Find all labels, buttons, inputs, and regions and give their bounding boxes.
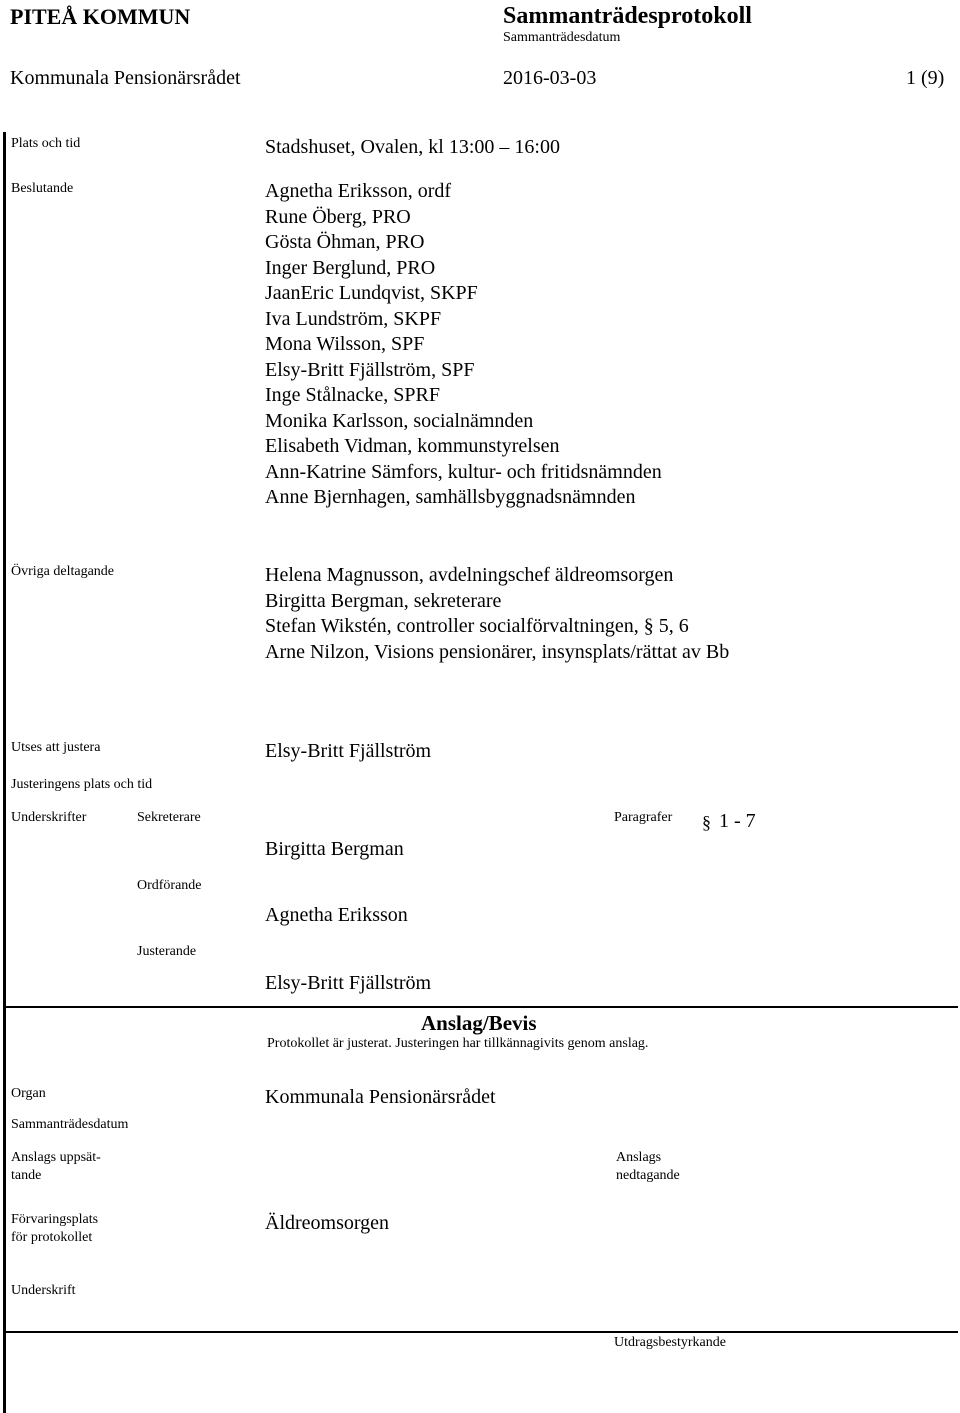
beslutande-member: Elisabeth Vidman, kommunstyrelsen (265, 435, 560, 457)
beslutande-member: JaanEric Lundqvist, SKPF (265, 282, 478, 304)
beslutande-member: Gösta Öhman, PRO (265, 231, 425, 253)
plats-label: Plats och tid (11, 136, 81, 151)
ovriga-member: Stefan Wikstén, controller socialförvaltningen, § 5, 6 (265, 615, 689, 637)
section-divider (3, 1006, 958, 1008)
ovriga-member: Arne Nilzon, Visions pensionärer, insynsplats/rättat av Bb (265, 640, 730, 663)
forvaringsplats-value: Äldreomsorgen (265, 1212, 390, 1234)
ovriga-list (265, 563, 729, 665)
anslag-text: Protokollet är justerat. Justeringen har tillkännagivits genom anslag. (267, 1036, 649, 1051)
beslutande-label: Beslutande (11, 181, 74, 196)
org-name: PITEÅ KOMMUN (10, 4, 191, 29)
beslutande-member: Ann-Katrine Sämfors, kultur- och fritidsnämnden (265, 460, 662, 483)
header-date: 2016-03-03 (503, 67, 597, 89)
beslutande-member: Monika Karlsson, socialnämnden (265, 409, 534, 432)
header-body: Kommunala Pensionärsrådet (10, 67, 241, 89)
header-date-label: Sammanträdesdatum (503, 30, 621, 45)
ovriga-label: Övriga deltagande (11, 564, 115, 579)
beslutande-member: Anne Bjernhagen, samhällsbyggnadsnämnden (265, 486, 636, 508)
ordforande-label: Ordförande (137, 878, 202, 893)
justerande-name: Elsy-Britt Fjällström (265, 972, 432, 994)
utdragsbestyrkande-label: Utdragsbestyrkande (614, 1335, 726, 1350)
anslag-uppsattande-label: Anslags uppsät- tande (11, 1150, 101, 1183)
organ-value: Kommunala Pensionärsrådet (265, 1086, 496, 1108)
beslutande-list (265, 179, 662, 511)
beslutande-member: Inger Berglund, PRO (265, 256, 436, 279)
forvaringsplats-label: Förvaringsplats för protokollet (11, 1212, 99, 1245)
beslutande-member: Inge Stålnacke, SPRF (265, 384, 440, 406)
beslutande-member: Mona Wilsson, SPF (265, 333, 425, 355)
anslag-title: Anslag/Bevis (421, 1011, 537, 1035)
beslutande-member: Rune Öberg, PRO (265, 205, 411, 228)
sekreterare-label: Sekreterare (137, 810, 201, 825)
justerande-label: Justerande (137, 944, 197, 959)
beslutande-member: Elsy-Britt Fjällström, SPF (265, 358, 475, 381)
anslag-datum-label: Sammanträdesdatum (11, 1117, 129, 1132)
page-number: 1 (9) (906, 67, 945, 89)
justering-plats-label: Justeringens plats och tid (11, 777, 153, 792)
ordforande-name: Agnetha Eriksson (265, 904, 408, 926)
beslutande-member: Agnetha Eriksson, ordf (265, 180, 452, 202)
justera-label: Utses att justera (11, 740, 101, 755)
paragraf-symbol: § (702, 812, 711, 832)
underskrift-label: Underskrift (11, 1283, 76, 1298)
bottom-divider (3, 1331, 958, 1333)
ovriga-member: Birgitta Bergman, sekreterare (265, 589, 502, 612)
plats-value: Stadshuset, Ovalen, kl 13:00 – 16:00 (265, 136, 560, 158)
underskrifter-label: Underskrifter (11, 810, 87, 825)
sekreterare-name: Birgitta Bergman (265, 838, 404, 860)
anslag-nedtagande-label: Anslags nedtagande (616, 1150, 680, 1183)
paragrafer-value: 1 - 7 (719, 810, 756, 832)
document-type: Sammanträdesprotokoll (503, 3, 752, 29)
organ-label: Organ (11, 1086, 46, 1101)
ovriga-member: Helena Magnusson, avdelningschef äldreomsorgen (265, 564, 674, 586)
beslutande-member: Iva Lundström, SKPF (265, 307, 442, 330)
left-border (3, 132, 6, 1413)
justera-value: Elsy-Britt Fjällström (265, 740, 432, 762)
paragrafer-label: Paragrafer (614, 810, 673, 825)
